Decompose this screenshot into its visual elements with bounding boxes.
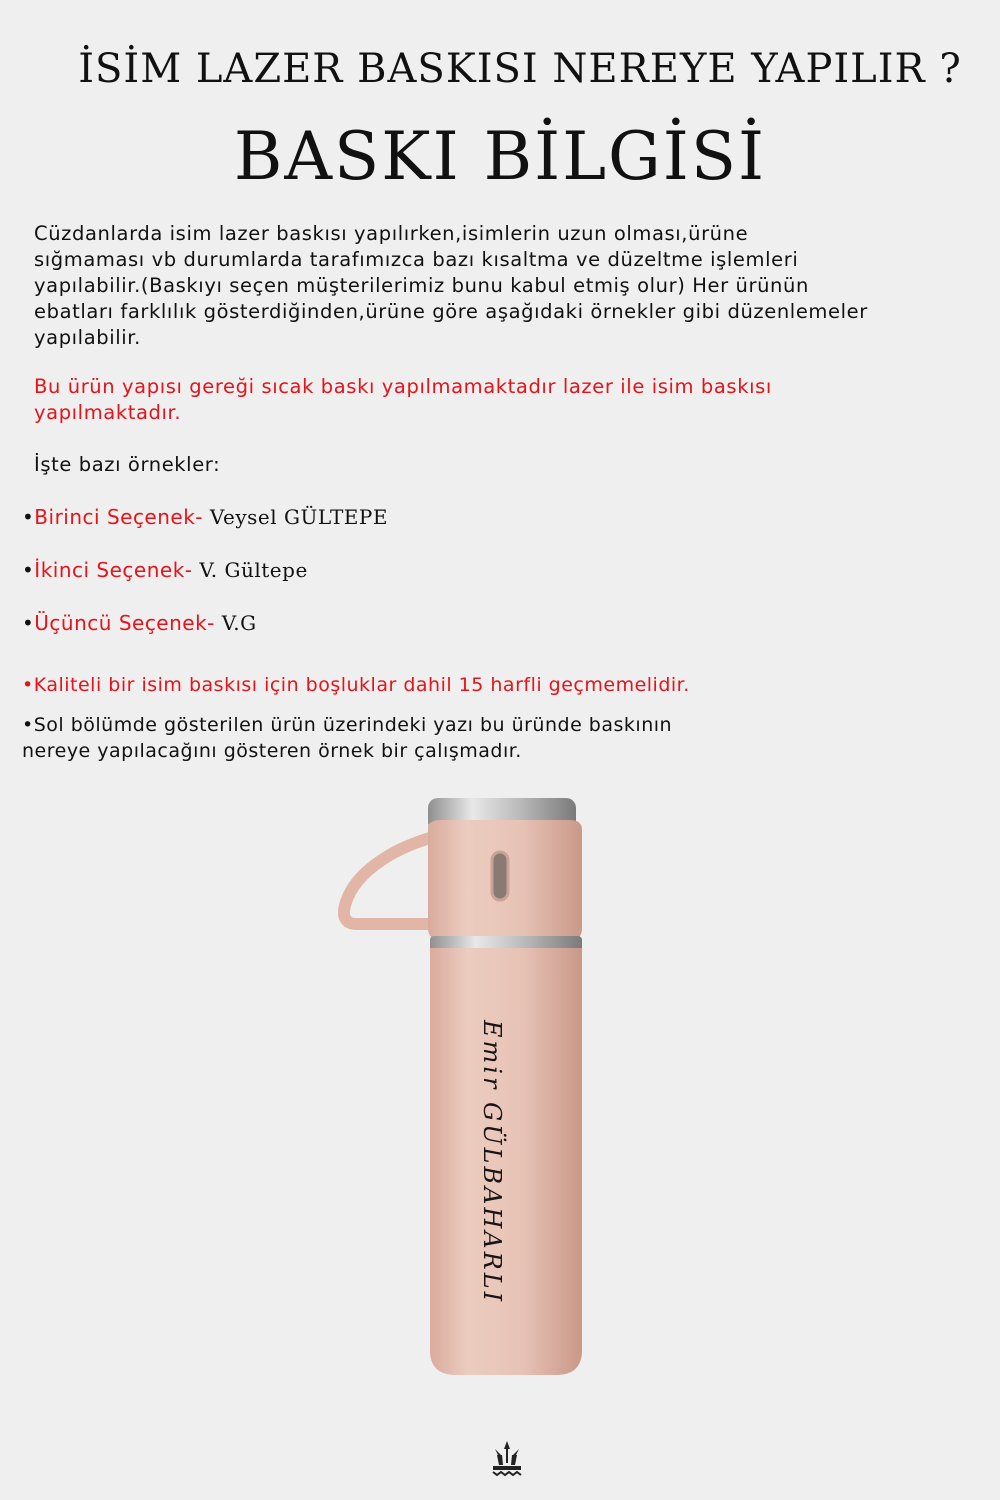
bottle-body — [430, 948, 582, 1375]
warning-paragraph — [34, 374, 984, 426]
page-title: BASKI BİLGİSİ — [233, 118, 767, 195]
cup-handle — [344, 838, 430, 924]
intro-line: Cüzdanlarda isim lazer baskısı yapılırken,isimlerin uzun olması,ürüne — [34, 222, 749, 245]
intro-line: ebatları farklılık gösterdiğinden,ürüne göre aşağıdaki örnekler gibi düzenlemeler — [34, 300, 868, 323]
intro-line: yapılabilir. — [34, 326, 141, 349]
option-1 — [22, 505, 388, 529]
page-question: İSİM LAZER BASKISI NEREYE YAPILIR ? — [78, 46, 962, 92]
examples-heading: İşte bazı örnekler: — [34, 453, 221, 476]
option-value: V.G — [214, 611, 257, 635]
bullet: • — [22, 505, 35, 529]
intro-line: yapılabilir.(Baskıyı seçen müşterilerimiz bunu kabul etmiş olur) Her ürünün — [34, 274, 809, 297]
option-2 — [22, 558, 308, 582]
option-3 — [22, 611, 257, 635]
sample-note — [22, 712, 822, 764]
bullet: • — [22, 611, 35, 635]
trident-logo-icon — [487, 1437, 527, 1477]
intro-line: sığmaması vb durumlarda tarafımızca bazı kısaltma ve düzeltme işlemleri — [34, 248, 799, 271]
sample-note-line: •Sol bölümde gösterilen ürün üzerindeki yazı bu üründe baskının — [22, 714, 673, 736]
intro-paragraph — [34, 221, 984, 351]
option-label: Üçüncü Seçenek- — [34, 611, 215, 635]
sample-note-line: nereye yapılacağını gösteren örnek bir çalışmadır. — [22, 740, 522, 762]
letter-limit-note: •Kaliteli bir isim baskısı için boşluklar dahil 15 harfli geçmemelidir. — [22, 674, 690, 696]
warning-line: yapılmaktadır. — [34, 401, 182, 424]
cup-window — [492, 852, 508, 900]
thermos-bottle-image — [330, 790, 610, 1380]
option-value: Veysel GÜLTEPE — [203, 505, 388, 529]
warning-line: Bu ürün yapısı gereği sıcak baskı yapılmamaktadır lazer ile isim baskısı — [34, 375, 772, 398]
option-label: İkinci Seçenek- — [34, 558, 193, 582]
bullet: • — [22, 558, 35, 582]
engraved-name: Emir GÜLBAHARLI — [478, 1020, 506, 1305]
option-value: V. Gültepe — [192, 558, 308, 582]
option-label: Birinci Seçenek- — [34, 505, 204, 529]
